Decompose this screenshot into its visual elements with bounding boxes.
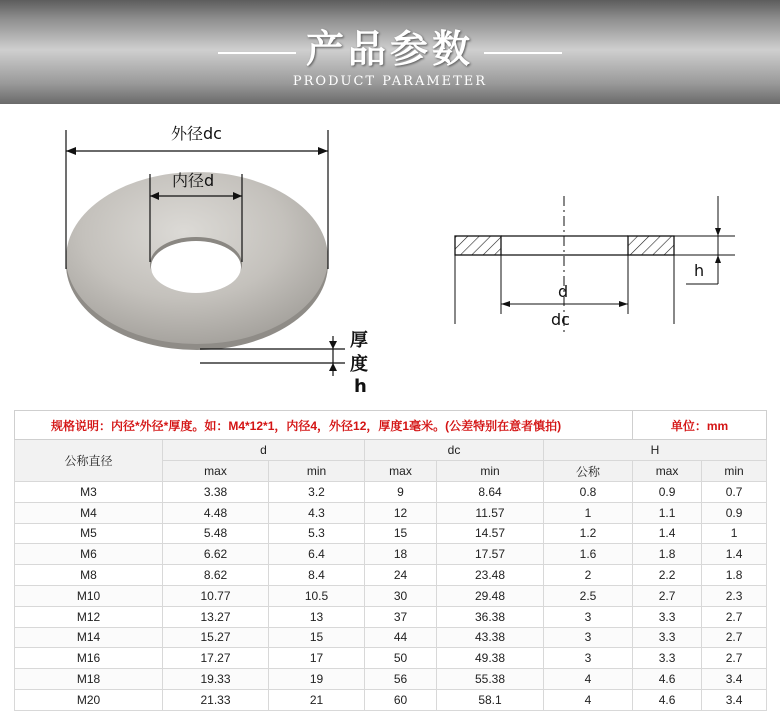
dc-max-cell: 9	[365, 482, 437, 503]
h-min-cell: 0.7	[702, 482, 767, 503]
h-max-cell: 3.3	[633, 627, 702, 648]
spec-cell: M6	[15, 544, 163, 565]
dc-group-header: dc	[365, 440, 544, 461]
h-min-cell: 2.7	[702, 606, 767, 627]
thickness-label-3: h	[354, 376, 367, 397]
section-dc-label: dc	[551, 310, 570, 329]
section-d-label: d	[558, 282, 569, 301]
spec-table	[14, 410, 767, 711]
h-min-cell: 3.4	[702, 689, 767, 710]
spec-cell: M12	[15, 606, 163, 627]
h-nominal-cell: 2.5	[544, 585, 633, 606]
table-row	[15, 544, 767, 565]
dc-min-cell: 55.38	[437, 669, 544, 690]
dc-max-cell: 60	[365, 689, 437, 710]
h-min-cell: 3.4	[702, 669, 767, 690]
dc-min-cell: 11.57	[437, 502, 544, 523]
d-max-cell: 8.62	[163, 565, 269, 586]
d-max-cell: 17.27	[163, 648, 269, 669]
dc-min-cell: 43.38	[437, 627, 544, 648]
washer-illustration	[66, 172, 328, 350]
d-max-cell: 6.62	[163, 544, 269, 565]
h-nominal-cell: 4	[544, 689, 633, 710]
h-max-cell: 4.6	[633, 689, 702, 710]
inner-diameter-label: 内径d	[172, 171, 215, 190]
h-max-cell: 2.7	[633, 585, 702, 606]
h-max-cell: 1.4	[633, 523, 702, 544]
d-min-cell: 15	[269, 627, 365, 648]
d-max-cell: 13.27	[163, 606, 269, 627]
dc-max-cell: 24	[365, 565, 437, 586]
section-h-label: h	[694, 261, 705, 280]
thickness-label-1: 厚	[350, 330, 368, 351]
unit-label: 单位：mm	[633, 411, 767, 440]
outer-diameter-label: 外径dc	[171, 124, 222, 143]
h-min-cell: 2.3	[702, 585, 767, 606]
washer-drawing	[0, 104, 780, 410]
spec-cell: M4	[15, 502, 163, 523]
dc-min-cell: 36.38	[437, 606, 544, 627]
dc-min-cell: 23.48	[437, 565, 544, 586]
header-banner	[0, 0, 780, 104]
dc-min-cell: 29.48	[437, 585, 544, 606]
spec-cell: M16	[15, 648, 163, 669]
dc-max-cell: 12	[365, 502, 437, 523]
h-max-cell: 4.6	[633, 669, 702, 690]
h-max-cell: 1.1	[633, 502, 702, 523]
banner-title: 产品参数	[305, 26, 474, 71]
h-nominal-header: 公称	[544, 461, 633, 482]
h-nominal-cell: 3	[544, 606, 633, 627]
washer-diagram	[0, 104, 780, 410]
table-row	[15, 627, 767, 648]
d-max-header: max	[163, 461, 269, 482]
h-nominal-cell: 4	[544, 669, 633, 690]
table-row	[15, 585, 767, 606]
h-min-header: min	[702, 461, 767, 482]
table-row	[15, 689, 767, 710]
thickness-label-2: 度	[350, 354, 368, 375]
dc-max-cell: 30	[365, 585, 437, 606]
h-max-cell: 1.8	[633, 544, 702, 565]
dc-min-cell: 58.1	[437, 689, 544, 710]
d-min-cell: 6.4	[269, 544, 365, 565]
spec-cell: M8	[15, 565, 163, 586]
d-min-cell: 21	[269, 689, 365, 710]
h-max-header: max	[633, 461, 702, 482]
table-row	[15, 669, 767, 690]
d-max-cell: 15.27	[163, 627, 269, 648]
h-nominal-cell: 3	[544, 627, 633, 648]
d-max-cell: 21.33	[163, 689, 269, 710]
d-max-cell: 10.77	[163, 585, 269, 606]
d-min-cell: 3.2	[269, 482, 365, 503]
h-nominal-cell: 1.6	[544, 544, 633, 565]
spec-cell: M10	[15, 585, 163, 606]
spec-cell: M18	[15, 669, 163, 690]
dc-max-cell: 37	[365, 606, 437, 627]
dc-max-header: max	[365, 461, 437, 482]
dc-min-cell: 49.38	[437, 648, 544, 669]
h-min-cell: 0.9	[702, 502, 767, 523]
spec-table-body	[15, 482, 767, 711]
spec-cell: M3	[15, 482, 163, 503]
spec-cell: M20	[15, 689, 163, 710]
d-max-cell: 19.33	[163, 669, 269, 690]
d-min-cell: 19	[269, 669, 365, 690]
table-row	[15, 523, 767, 544]
dc-max-cell: 56	[365, 669, 437, 690]
d-min-header: min	[269, 461, 365, 482]
dc-max-cell: 44	[365, 627, 437, 648]
d-min-cell: 17	[269, 648, 365, 669]
cross-section	[455, 196, 735, 334]
dc-min-cell: 14.57	[437, 523, 544, 544]
h-min-cell: 2.7	[702, 648, 767, 669]
h-max-cell: 2.2	[633, 565, 702, 586]
spec-cell: M14	[15, 627, 163, 648]
banner-subtitle: PRODUCT PARAMETER	[292, 74, 488, 89]
table-row	[15, 648, 767, 669]
h-nominal-cell: 2	[544, 565, 633, 586]
table-row	[15, 565, 767, 586]
h-max-cell: 3.3	[633, 648, 702, 669]
d-max-cell: 5.48	[163, 523, 269, 544]
d-min-cell: 13	[269, 606, 365, 627]
dc-max-cell: 50	[365, 648, 437, 669]
dc-max-cell: 15	[365, 523, 437, 544]
dc-max-cell: 18	[365, 544, 437, 565]
h-nominal-cell: 1.2	[544, 523, 633, 544]
d-min-cell: 10.5	[269, 585, 365, 606]
h-max-cell: 3.3	[633, 606, 702, 627]
h-min-cell: 1.4	[702, 544, 767, 565]
spec-note-row	[15, 411, 767, 440]
h-max-cell: 0.9	[633, 482, 702, 503]
d-min-cell: 8.4	[269, 565, 365, 586]
d-max-cell: 4.48	[163, 502, 269, 523]
table-row	[15, 502, 767, 523]
dc-min-header: min	[437, 461, 544, 482]
table-row	[15, 606, 767, 627]
h-nominal-cell: 3	[544, 648, 633, 669]
h-nominal-cell: 0.8	[544, 482, 633, 503]
group-header-row	[15, 440, 767, 461]
dc-min-cell: 8.64	[437, 482, 544, 503]
h-min-cell: 1.8	[702, 565, 767, 586]
h-min-cell: 1	[702, 523, 767, 544]
d-max-cell: 3.38	[163, 482, 269, 503]
table-row	[15, 482, 767, 503]
h-group-header: H	[544, 440, 767, 461]
d-group-header: d	[163, 440, 365, 461]
d-min-cell: 5.3	[269, 523, 365, 544]
d-min-cell: 4.3	[269, 502, 365, 523]
spec-cell: M5	[15, 523, 163, 544]
spec-note: 规格说明：内径*外径*厚度。如：M4*12*1，内径4，外径12，厚度1毫米。(公差特别在意者慎拍)	[15, 411, 633, 440]
nominal-diameter-header: 公称直径	[15, 440, 163, 482]
h-nominal-cell: 1	[544, 502, 633, 523]
h-min-cell: 2.7	[702, 627, 767, 648]
dc-min-cell: 17.57	[437, 544, 544, 565]
